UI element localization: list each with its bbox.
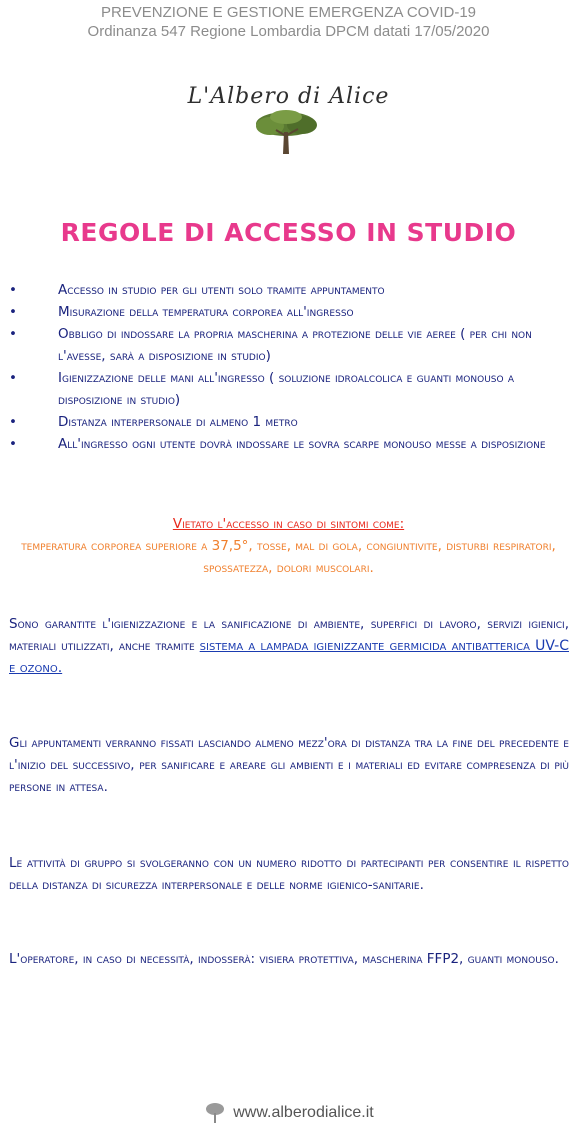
bullet-icon: •: [9, 282, 17, 298]
page-title: REGOLE DI ACCESSO IN STUDIO: [60, 218, 517, 247]
list-item: • Misurazione della temperatura corporea all'ingresso: [0, 301, 577, 323]
footer: [0, 1101, 577, 1125]
uv-lamp-link[interactable]: sistema a lampada igienizzante germicida antibatterica UV-C e ozono.: [9, 638, 569, 676]
tree-icon: [246, 108, 326, 156]
list-item: • All'ingresso ogni utente dovrà indossare le sovra scarpe monouso messe a disposizione: [0, 433, 577, 455]
bullet-icon: •: [9, 414, 17, 430]
bullet-icon: •: [9, 326, 17, 342]
page-header: [0, 3, 577, 41]
logo-text: L'Albero di Alice: [187, 84, 390, 109]
list-item: • Obbligo di indossare la propria mascherina a protezione delle vie aeree ( per chi non l'avesse, sarà a disposizione in studio): [0, 323, 577, 367]
appointments-paragraph: Gli appuntamenti verranno fissati lasciando almeno mezz'ora di distanza tra la fine del precedente e l'inizio del successivo, per sanificare e areare gli ambienti e i materiali ed evitare compresenza di più persone in attesa.: [9, 735, 569, 795]
rules-list: [0, 279, 577, 455]
bullet-icon: •: [9, 370, 17, 386]
forbidden-section: [0, 513, 577, 579]
sanitization-paragraph: Sono garantite l'igienizzazione e la sanificazione di ambiente, superfici di lavoro, servizi igienici, materiali utilizzati, anche tramite sistema a lampada igienizzante germicida antibatterica UV-C e ozono.: [9, 616, 569, 676]
bullet-icon: •: [9, 436, 17, 452]
symptoms-text: temperatura corporea superiore a 37,5°, tosse, mal di gola, congiuntivite, disturbi respiratori, spossatezza, dolori muscolari.: [21, 538, 556, 576]
header-title: PREVENZIONE E GESTIONE EMERGENZA COVID-19: [100, 4, 477, 21]
bullet-icon: •: [9, 304, 17, 320]
header-subtitle: Ordinanza 547 Regione Lombardia DPCM datati 17/05/2020: [87, 23, 490, 40]
forbidden-title: Vietato l'accesso in caso di sintomi come:: [172, 516, 405, 532]
leaf-icon: [203, 1101, 227, 1125]
group-activities-paragraph: Le attività di gruppo si svolgeranno con un numero ridotto di partecipanti per consentire il rispetto della distanza di sicurezza interpersonale e delle norme igienico-sanitarie.: [9, 855, 569, 893]
website-link[interactable]: www.alberodialice.it: [233, 1104, 374, 1122]
operator-paragraph: L'operatore, in caso di necessità, indosserà: visiera protettiva, mascherina FFP2, guanti monouso.: [9, 951, 559, 967]
list-item: • Distanza interpersonale di almeno 1 metro: [0, 411, 577, 433]
list-item: • Accesso in studio per gli utenti solo tramite appuntamento: [0, 279, 577, 301]
list-item: • Igienizzazione delle mani all'ingresso ( soluzione idroalcolica e guanti monouso a disposizione in studio): [0, 367, 577, 411]
